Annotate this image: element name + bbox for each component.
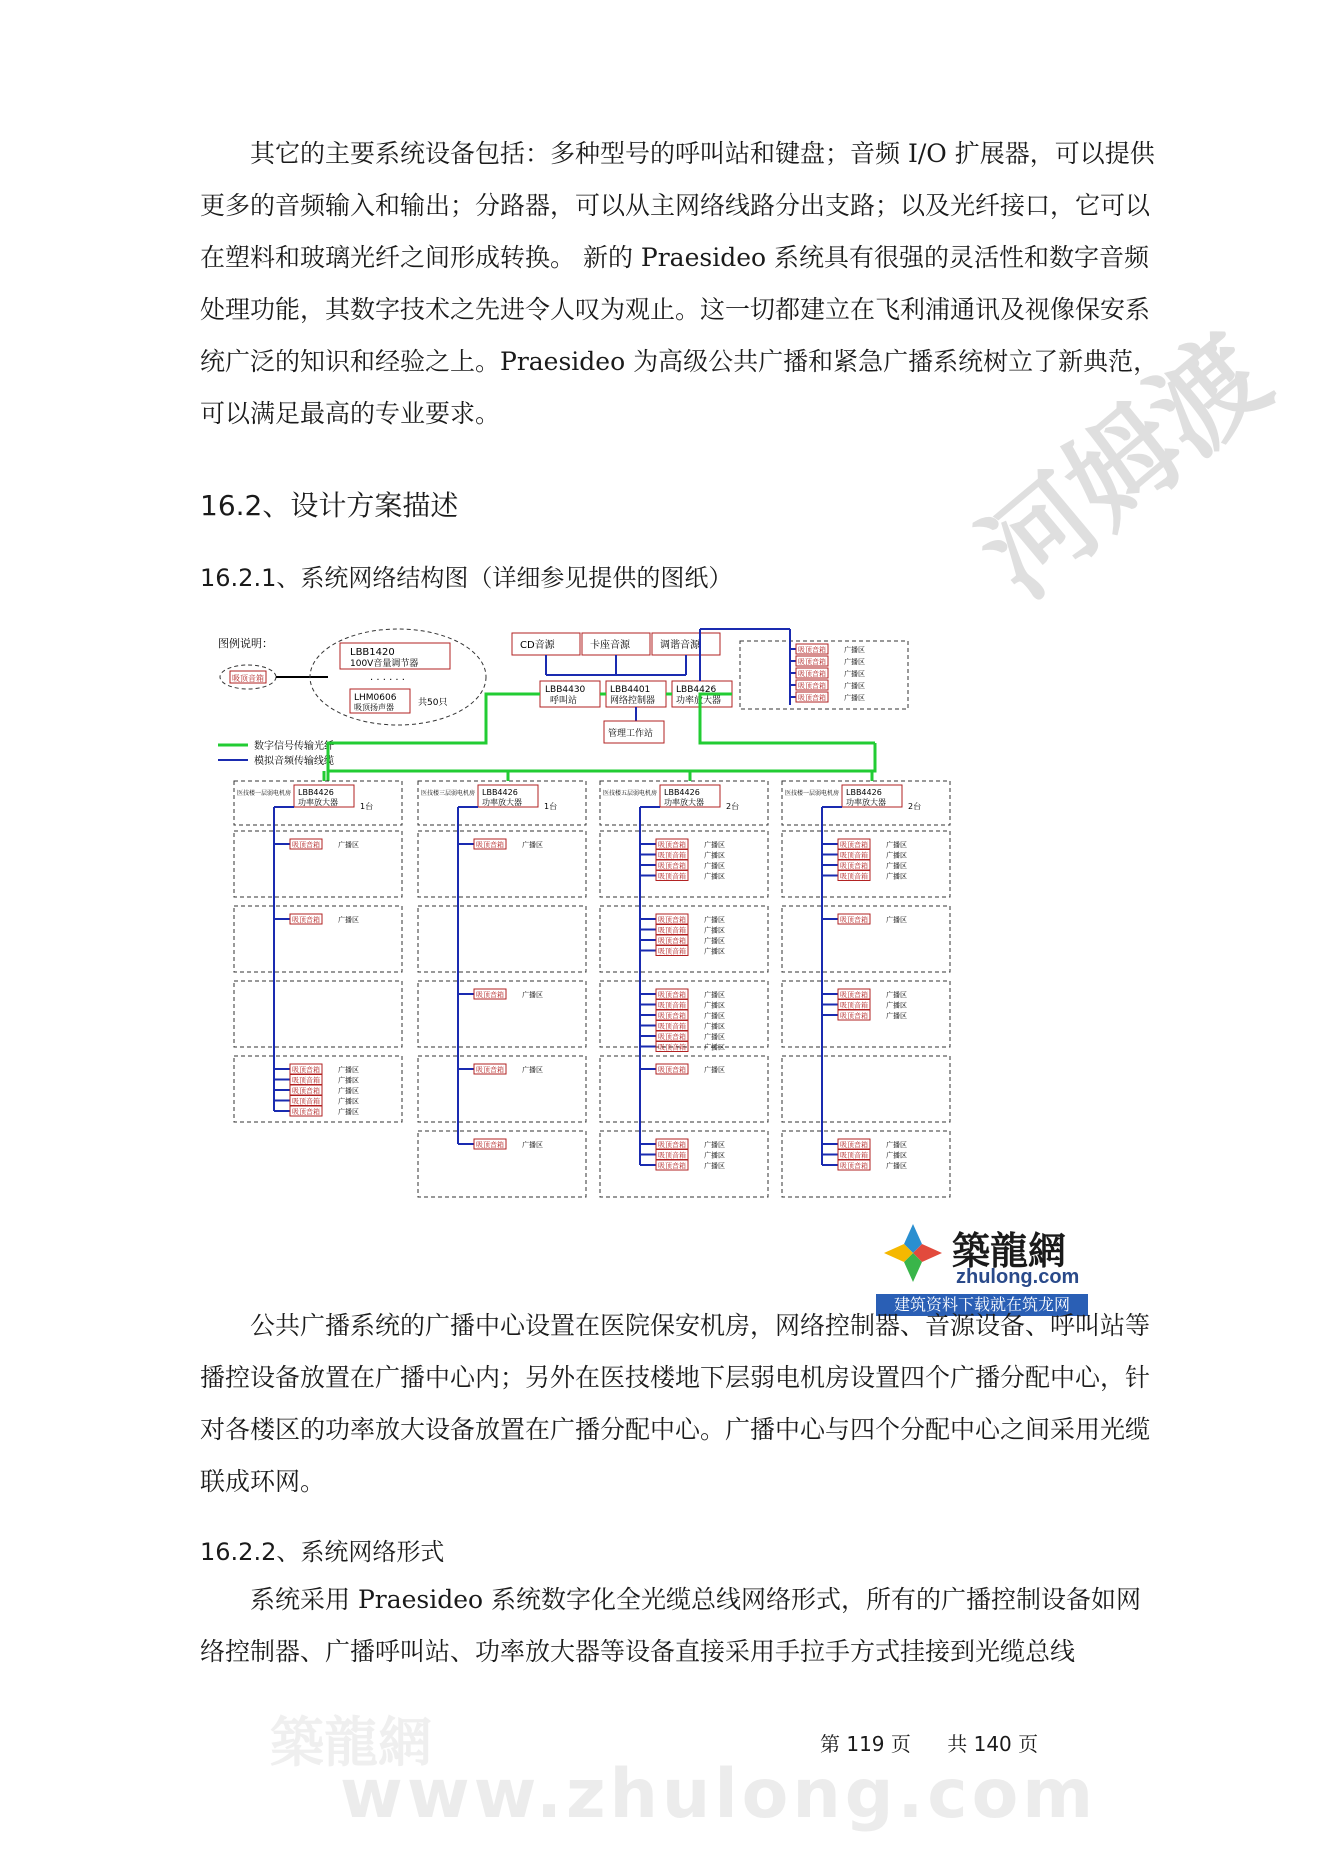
zone-label: 广播区 [886,1162,907,1170]
speaker-label: 吸顶音箱 [658,872,686,881]
zone-label: 广播区 [338,1087,359,1095]
speaker-label: 吸顶音箱 [658,1141,686,1149]
speaker-label: 吸顶音箱 [658,1001,686,1010]
zhulong-logo-strip: 建筑资料下载就在筑龙网 [876,1294,1088,1316]
intro-paragraph: 其它的主要系统设备包括：多种型号的呼叫站和键盘；音频 I/O 扩展器，可以提供更多的音频输入和输出；分路器，可以从主网络线路分出支路；以及光纤接口，它可以在塑料和玻璃光纤之间形成转换。 新的 Praesideo 系统具有很强的灵活性和数字音频处理功能，其数字技术之先进令人叹为观止。这一切都建立在飞利浦通讯及视像保安系统广泛的知识和经验之上。Praesideo 为高级公共广播和紧急广播系统树立了新典范，可以满足最高的专业要求。 [200,139,1159,428]
distribution-amplifier-count: 1台 [360,802,374,811]
zone-label: 广播区 [704,851,725,860]
distribution-amplifier-count: 2台 [908,802,922,811]
page-number: 第 119 页 [820,1732,911,1756]
distribution-amplifier-desc: 功率放大器 [664,798,704,807]
distribution-amplifier-model: LBB4426 [482,788,518,797]
main-amplifier-model: LBB4426 [676,685,717,695]
zone-label: 广播区 [886,1001,907,1010]
speaker-label: 吸顶音箱 [658,1033,686,1041]
zone-label: 广播区 [704,1033,725,1041]
speaker-label: 吸顶音箱 [658,1162,686,1170]
speaker-label: 吸顶音箱 [658,916,686,924]
call-station-desc: 呼叫站 [550,696,578,706]
zone-label: 广播区 [704,1043,725,1052]
zone-label: 广播区 [704,872,725,881]
speaker-label: 吸顶音箱 [658,1012,686,1020]
zone-label: 广播区 [704,841,725,849]
speaker-label: 吸顶音箱 [476,1141,504,1149]
legend-title: 图例说明： [218,637,273,650]
page-total: 共 140 页 [947,1732,1039,1756]
distribution-amplifier-desc: 功率放大器 [298,798,338,807]
distribution-column [234,771,402,1122]
section-heading-16-2-1: 16.2.1、系统网络结构图（详细参见提供的图纸） [200,564,733,592]
zone-box [782,1056,950,1122]
speaker-label: 吸顶音箱 [658,851,686,860]
zhulong-logo-cn: 築龍網 [952,1229,1067,1273]
zone-label: 广播区 [338,1108,359,1116]
distribution-node-label: 医技楼一层弱电机房 [785,790,840,797]
zone-label: 广播区 [704,1022,725,1031]
speaker-label: 吸顶音箱 [840,862,868,870]
cd-source-label: CD音源 [520,640,555,651]
legend-speaker-text: 吸顶音箱 [232,674,264,683]
speaker-label: 吸顶音箱 [658,926,686,935]
speaker-label: 吸顶音箱 [798,694,826,702]
zone-label: 广播区 [886,916,907,924]
zone-label: 广播区 [886,872,907,881]
zone-label: 广播区 [886,1141,907,1149]
main-zone-speakers [790,644,865,702]
zone-box [234,981,402,1047]
tuner-source-label: 调谐音源 [660,640,700,651]
speaker-label: 吸顶音箱 [292,916,320,924]
zone-label: 广播区 [522,1066,543,1074]
speaker-label: 吸顶音箱 [798,646,826,654]
speaker-label: 吸顶音箱 [658,862,686,870]
distribution-node-label: 医技楼三层弱电机房 [421,790,476,797]
speaker-label: 吸顶音箱 [292,1097,320,1106]
network-controller-desc: 网络控制器 [610,696,656,706]
zone-label: 广播区 [704,947,725,956]
distribution-node-label: 医技楼一层弱电机房 [237,790,292,797]
speaker-label: 吸顶音箱 [292,1108,320,1116]
distribution-amplifier-count: 2台 [726,802,740,811]
zone-label: 广播区 [704,1162,725,1170]
speaker-label: 吸顶音箱 [292,1087,320,1095]
speaker-label: 吸顶音箱 [476,1066,504,1074]
speaker-label: 吸顶音箱 [658,991,686,999]
legend-lhm: LHM0606 [354,693,397,703]
legend-lbb1420-desc: 100V音量调节器 [350,659,419,669]
speaker-label: 吸顶音箱 [840,991,868,999]
zone-label: 广播区 [522,841,543,849]
distribution-amplifier-model: LBB4426 [846,788,882,797]
zone-box [418,906,586,972]
zone-label: 广播区 [522,991,543,999]
speaker-label: 吸顶音箱 [476,841,504,849]
zone-label: 广播区 [886,851,907,860]
speaker-label: 吸顶音箱 [658,1022,686,1031]
watermark-bottom-url: www.zhulong.com [340,1755,1098,1834]
speaker-label: 吸顶音箱 [476,991,504,999]
legend-fiber: 数字信号传输光纤 [254,741,334,752]
section-heading-16-2: 16.2、设计方案描述 [200,489,459,522]
distribution-amplifier-count: 1台 [544,802,558,811]
distribution-amplifier-model: LBB4426 [298,788,334,797]
speaker-label: 吸顶音箱 [840,872,868,881]
distribution-amplifier-desc: 功率放大器 [846,798,886,807]
distribution-node-label: 医技楼五层弱电机房 [603,790,658,797]
speaker-label: 吸顶音箱 [658,1151,686,1160]
after-diagram-paragraph: 公共广播系统的广播中心设置在医院保安机房，网络控制器、音源设备、呼叫站等播控设备放置在广播中心内；另外在医技楼地下层弱电机房设置四个广播分配中心，针对各楼区的功率放大设备放置在广播分配中心。广播中心与四个分配中心之间采用光缆联成环网。 [200,1311,1151,1496]
speaker-label: 吸顶音箱 [840,916,868,924]
speaker-label: 吸顶音箱 [658,1066,686,1074]
speaker-label: 吸顶音箱 [658,841,686,849]
network-controller-model: LBB4401 [610,685,651,695]
zone-label: 广播区 [886,841,907,849]
speaker-label: 吸顶音箱 [292,841,320,849]
zone-label: 广播区 [704,926,725,935]
zone-label: 广播区 [704,916,725,924]
call-station-model: LBB4430 [545,685,586,695]
zone-label: 广播区 [844,646,865,654]
speaker-label: 吸顶音箱 [798,670,826,678]
zone-label: 广播区 [704,1001,725,1010]
speaker-label: 吸顶音箱 [658,947,686,956]
zone-label: 广播区 [704,862,725,870]
zone-label: 广播区 [338,1076,359,1085]
speaker-label: 吸顶音箱 [292,1076,320,1085]
speaker-label: 吸顶音箱 [292,1066,320,1074]
speaker-label: 吸顶音箱 [840,1141,868,1149]
watermark-diagonal: 河姆渡 [957,310,1293,621]
page-footer [820,1728,1068,1757]
distribution-column [418,771,586,1197]
main-amplifier-desc: 功率放大器 [676,696,722,706]
legend-dots: · · · · · · [370,675,405,686]
speaker-label: 吸顶音箱 [658,937,686,945]
zone-label: 广播区 [338,1097,359,1106]
zone-label: 广播区 [886,1012,907,1020]
tape-source-label: 卡座音源 [590,640,630,651]
speaker-label: 吸顶音箱 [840,1001,868,1010]
zhulong-logo-url: zhulong.com [956,1266,1080,1288]
speaker-label: 吸顶音箱 [840,841,868,849]
legend-cable: 模拟音频传输线缆 [254,756,334,767]
zone-label: 广播区 [886,991,907,999]
zone-label: 广播区 [704,1012,725,1020]
speaker-label: 吸顶音箱 [658,1043,686,1052]
zone-label: 广播区 [844,670,865,678]
watermark-bottom-cn: 築龍網 [270,1711,432,1774]
zone-label: 广播区 [704,1151,725,1160]
network-paragraph: 系统采用 Praesideo 系统数字化全光缆总线网络形式，所有的广播控制设备如网络控制器、广播呼叫站、功率放大器等设备直接采用手拉手方式挂接到光缆总线 [200,1585,1142,1666]
zone-label: 广播区 [338,916,359,924]
zone-label: 广播区 [704,1066,725,1074]
speaker-label: 吸顶音箱 [798,682,826,690]
zone-label: 广播区 [844,694,865,702]
speaker-label: 吸顶音箱 [840,1151,868,1160]
zone-label: 广播区 [522,1141,543,1149]
zone-label: 广播区 [844,658,865,666]
zone-label: 广播区 [338,1066,359,1074]
zone-label: 广播区 [886,862,907,870]
zone-label: 广播区 [704,991,725,999]
speaker-label: 吸顶音箱 [840,851,868,860]
zhulong-logo-mark [882,1222,944,1284]
zone-label: 广播区 [886,1151,907,1160]
distribution-amplifier-model: LBB4426 [664,788,700,797]
speaker-label: 吸顶音箱 [840,1012,868,1020]
zone-label: 广播区 [704,1141,725,1149]
network-structure-diagram [200,615,1160,1315]
management-workstation-label: 管理工作站 [608,729,654,739]
distribution-column [600,771,768,1197]
legend-lhm-desc: 吸顶扬声器 [354,703,394,712]
legend-count: 共50只 [418,698,448,708]
distribution-amplifier-desc: 功率放大器 [482,798,522,807]
distribution-column [782,771,950,1197]
speaker-label: 吸顶音箱 [840,1162,868,1170]
legend-lbb1420: LBB1420 [350,647,395,658]
section-heading-16-2-2: 16.2.2、系统网络形式 [200,1538,445,1566]
zone-label: 广播区 [338,841,359,849]
speaker-label: 吸顶音箱 [798,658,826,666]
zone-label: 广播区 [704,937,725,945]
zone-label: 广播区 [844,682,865,690]
